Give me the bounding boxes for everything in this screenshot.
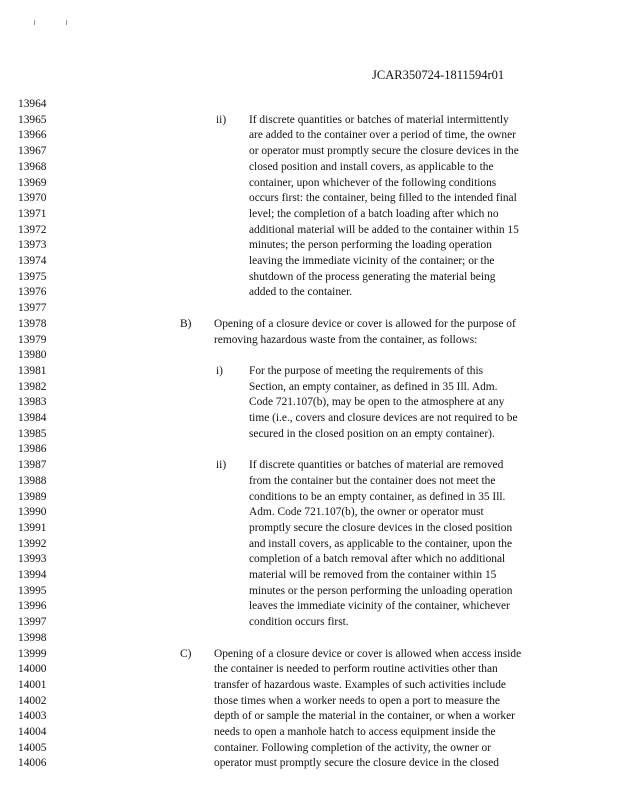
line-text: material will be removed from the container within 15	[249, 569, 497, 581]
document-line	[0, 237, 618, 253]
document-line	[0, 112, 618, 128]
document-line	[0, 300, 618, 316]
document-line	[0, 708, 618, 724]
line-text: promptly secure the closure devices in the closed position	[249, 521, 513, 534]
line-text: added to the container.	[249, 286, 353, 299]
line-number: 13986	[18, 443, 47, 456]
line-number: 13988	[18, 474, 47, 487]
document-line	[0, 426, 618, 442]
document-line	[0, 520, 618, 536]
line-text: container. Following completion of the activity, the owner or	[214, 741, 492, 754]
line-number: 13970	[18, 192, 47, 205]
line-text: additional material will be added to the container within 15	[249, 223, 519, 236]
scan-tick-mark	[66, 20, 67, 25]
document-line	[0, 740, 618, 756]
document-line	[0, 693, 618, 709]
document-line	[0, 724, 618, 740]
scan-tick-mark	[34, 20, 35, 25]
document-line	[0, 96, 618, 112]
line-text: shutdown of the process generating the material being	[249, 270, 496, 283]
document-line	[0, 646, 618, 662]
line-number: 13997	[18, 616, 47, 629]
document-line	[0, 473, 618, 489]
document-line	[0, 504, 618, 520]
line-text: Adm. Code 721.107(b), the owner or operator must	[249, 506, 484, 519]
document-line	[0, 551, 618, 567]
line-number: 13966	[18, 129, 47, 142]
line-number: 13983	[18, 396, 47, 409]
line-text: occurs first: the container, being filled to the intended final	[249, 192, 517, 205]
line-number: 13982	[18, 380, 47, 393]
line-number: 13980	[18, 349, 47, 362]
line-number: 14001	[18, 678, 47, 691]
line-text: and install covers, as applicable to the container, upon the	[249, 537, 513, 550]
line-text: the container is needed to perform routine activities other than	[214, 663, 498, 676]
line-number: 13976	[18, 286, 47, 299]
document-line	[0, 379, 618, 395]
line-text: minutes or the person performing the unloading operation	[249, 584, 513, 597]
document-line	[0, 206, 618, 222]
line-text: conditions to be an empty container, as defined in 35 Ill.	[249, 490, 506, 503]
line-text: operator must promptly secure the closure device in the closed	[214, 757, 499, 770]
document-line	[0, 583, 618, 599]
line-text: transfer of hazardous waste. Examples of such activities include	[214, 678, 506, 691]
document-line	[0, 457, 618, 473]
list-marker: C)	[180, 647, 192, 660]
line-number: 14006	[18, 757, 47, 770]
line-number: 13974	[18, 255, 47, 267]
line-text: from the container but the container does not meet the	[249, 474, 496, 487]
line-number: 13977	[18, 302, 47, 315]
line-number: 13994	[18, 569, 47, 581]
line-number: 13969	[18, 176, 47, 189]
line-text: leaving the immediate vicinity of the container; or the	[249, 255, 495, 267]
line-number: 13968	[18, 160, 47, 173]
document-line	[0, 489, 618, 505]
line-number: 13989	[18, 490, 47, 503]
line-number: 13975	[18, 270, 47, 283]
line-text: If discrete quantities or batches of material intermittently	[249, 113, 509, 126]
line-number: 13990	[18, 506, 47, 519]
line-number: 13981	[18, 364, 47, 377]
line-text: leaves the immediate vicinity of the container, whichever	[249, 600, 510, 613]
document-line	[0, 755, 618, 771]
document-line	[0, 394, 618, 410]
line-text: Code 721.107(b), may be open to the atmosphere at any	[249, 396, 505, 409]
line-text: Opening of a closure device or cover is allowed for the purpose of	[214, 317, 516, 330]
document-line	[0, 332, 618, 348]
line-text: Opening of a closure device or cover is allowed when access inside	[214, 647, 522, 660]
line-text: Section, an empty container, as defined in 35 Ill. Adm.	[249, 380, 498, 393]
line-number: 13984	[18, 412, 47, 424]
document-line	[0, 190, 618, 206]
line-text: If discrete quantities or batches of material are removed	[249, 459, 504, 472]
line-text: are added to the container over a period of time, the owner	[249, 129, 516, 142]
line-number: 14003	[18, 710, 47, 723]
line-number: 13996	[18, 600, 47, 613]
document-line	[0, 175, 618, 191]
line-text: minutes; the person performing the loading operation	[249, 239, 492, 252]
line-text: those times when a worker needs to open a port to measure the	[214, 694, 500, 707]
line-number: 13972	[18, 223, 47, 236]
line-number: 14000	[18, 663, 47, 676]
document-line	[0, 143, 618, 159]
document-line	[0, 363, 618, 379]
line-text: level; the completion of a batch loading after which no	[249, 207, 499, 220]
line-number: 13985	[18, 427, 47, 440]
line-number: 14005	[18, 741, 47, 754]
list-marker: ii)	[216, 459, 227, 472]
line-number: 13967	[18, 145, 47, 158]
line-number: 13978	[18, 317, 47, 330]
line-text: needs to open a manhole hatch to access equipment inside the	[214, 726, 496, 738]
line-number: 13998	[18, 631, 47, 644]
line-text: secured in the closed position on an empty container).	[249, 427, 495, 440]
document-line	[0, 630, 618, 646]
document-line	[0, 441, 618, 457]
line-text: completion of a batch removal after which no additional	[249, 553, 506, 566]
document-line	[0, 661, 618, 677]
line-number: 13993	[18, 553, 47, 566]
line-text: condition occurs first.	[249, 616, 349, 629]
document-line	[0, 410, 618, 426]
line-text: closed position and install covers, as applicable to the	[249, 160, 494, 173]
list-marker: i)	[216, 364, 223, 377]
line-number: 13991	[18, 521, 47, 534]
document-line	[0, 127, 618, 143]
document-line	[0, 159, 618, 175]
document-line	[0, 567, 618, 583]
line-number: 13992	[18, 537, 47, 550]
document-line	[0, 536, 618, 552]
line-number: 13999	[18, 647, 47, 660]
document-line	[0, 222, 618, 238]
line-text: removing hazardous waste from the container, as follows:	[214, 333, 478, 346]
line-number: 13973	[18, 239, 47, 252]
document-line	[0, 253, 618, 269]
line-number: 13965	[18, 113, 47, 126]
document-line	[0, 316, 618, 332]
list-marker: ii)	[216, 113, 227, 126]
line-text: For the purpose of meeting the requirements of this	[249, 364, 484, 377]
line-number: 14002	[18, 694, 47, 707]
line-number: 13964	[18, 98, 47, 110]
document-line	[0, 614, 618, 630]
document-line	[0, 598, 618, 614]
line-number: 13971	[18, 207, 47, 220]
line-number: 14004	[18, 726, 47, 738]
document-line	[0, 269, 618, 285]
document-id: JCAR350724-1811594r01	[372, 68, 505, 82]
line-number: 13987	[18, 459, 47, 472]
line-text: container, upon whichever of the following conditions	[249, 176, 497, 189]
line-text: or operator must promptly secure the closure devices in the	[249, 145, 519, 158]
line-number: 13995	[18, 584, 47, 597]
list-marker: B)	[180, 317, 192, 330]
document-line	[0, 284, 618, 300]
document-line	[0, 347, 618, 363]
line-text: depth of or sample the material in the container, or when a worker	[214, 710, 515, 723]
line-number: 13979	[18, 333, 47, 346]
document-line	[0, 677, 618, 693]
line-text: time (i.e., covers and closure devices are not required to be	[249, 412, 518, 424]
